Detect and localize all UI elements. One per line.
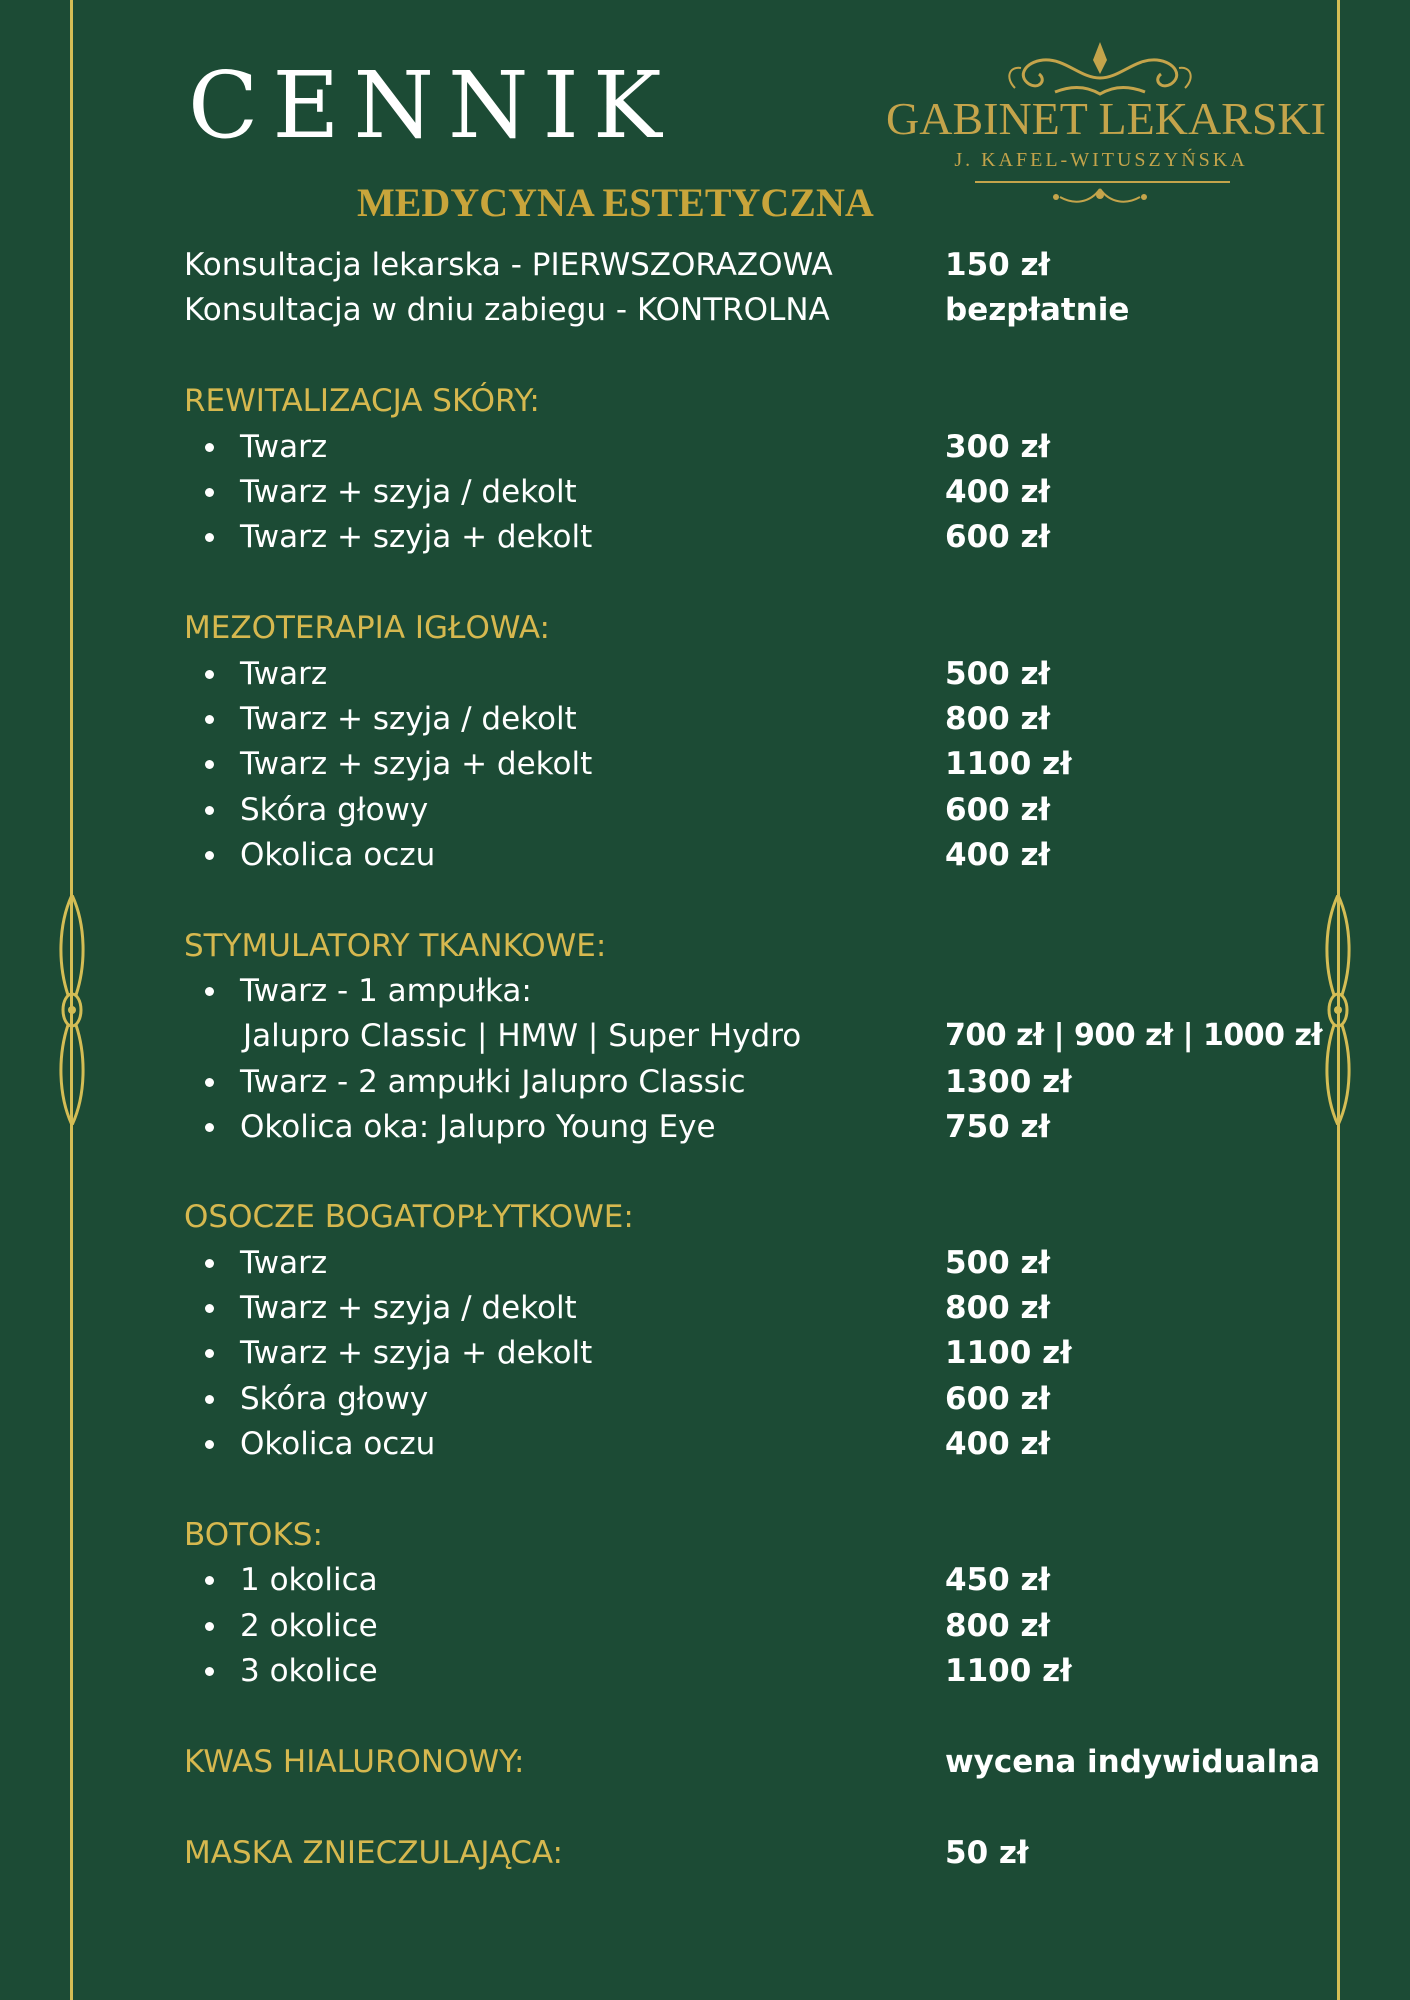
bullet-icon	[205, 488, 214, 497]
section-heading-rewitalizacja: REWITALIZACJA SKÓRY:	[184, 383, 540, 419]
consultation-first-price: 150 zł	[945, 247, 1051, 283]
mezoterapia-item-label: Skóra głowy	[240, 792, 429, 828]
logo-divider	[975, 181, 1230, 183]
rewitalizacja-item-label: Twarz + szyja + dekolt	[240, 519, 593, 555]
section-heading-kwas: KWAS HIALURONOWY:	[184, 1744, 525, 1780]
maska-price: 50 zł	[945, 1835, 1029, 1871]
mezoterapia-item-label: Twarz	[240, 656, 328, 692]
bullet-icon	[205, 1395, 214, 1404]
botoks-item-price: 800 zł	[945, 1608, 1051, 1644]
section-heading-mezoterapia: MEZOTERAPIA IGŁOWA:	[184, 610, 550, 646]
stymulatory-item-label: Twarz - 1 ampułka:	[240, 973, 532, 1009]
botoks-item-price: 450 zł	[945, 1562, 1051, 1598]
frame-ornament-left-icon	[54, 895, 90, 1125]
bullet-icon	[205, 443, 214, 452]
mezoterapia-item-label: Okolica oczu	[240, 837, 436, 873]
bullet-icon	[205, 1349, 214, 1358]
page-subtitle: MEDYCYNA ESTETYCZNA	[357, 180, 874, 225]
osocze-item-price: 400 zł	[945, 1426, 1051, 1462]
stymulatory-item-price: 1300 zł	[945, 1064, 1072, 1100]
logo-ornament-icon	[995, 38, 1205, 100]
stymulatory-item-detail: Jalupro Classic | HMW | Super Hydro	[243, 1018, 802, 1054]
frame-ornament-right-icon	[1320, 895, 1356, 1125]
bullet-icon	[205, 715, 214, 724]
mezoterapia-item-price: 400 zł	[945, 837, 1051, 873]
rewitalizacja-item-label: Twarz	[240, 429, 328, 465]
osocze-item-price: 500 zł	[945, 1245, 1051, 1281]
bullet-icon	[205, 760, 214, 769]
botoks-item-label: 3 okolice	[240, 1653, 378, 1689]
consultation-control-price: bezpłatnie	[945, 292, 1130, 328]
bullet-icon	[205, 670, 214, 679]
botoks-item-price: 1100 zł	[945, 1653, 1072, 1689]
bullet-icon	[205, 1259, 214, 1268]
section-heading-maska: MASKA ZNIECZULAJĄCA:	[184, 1835, 563, 1871]
mezoterapia-item-label: Twarz + szyja / dekolt	[240, 701, 577, 737]
rewitalizacja-item-label: Twarz + szyja / dekolt	[240, 474, 577, 510]
mezoterapia-item-price: 1100 zł	[945, 746, 1072, 782]
mezoterapia-item-label: Twarz + szyja + dekolt	[240, 746, 593, 782]
page-title: CENNIK	[188, 52, 676, 159]
consultation-first-label: Konsultacja lekarska - PIERWSZORAZOWA	[184, 247, 833, 283]
bullet-icon	[205, 1078, 214, 1087]
stymulatory-item-price: 700 zł | 900 zł | 1000 zł	[945, 1018, 1323, 1053]
rewitalizacja-item-price: 300 zł	[945, 429, 1051, 465]
mezoterapia-item-price: 800 zł	[945, 701, 1051, 737]
section-heading-osocze: OSOCZE BOGATOPŁYTKOWE:	[184, 1199, 634, 1235]
bullet-icon	[205, 851, 214, 860]
osocze-item-price: 1100 zł	[945, 1335, 1072, 1371]
logo-flourish-icon	[1050, 185, 1150, 209]
logo-name: GABINET LEKARSKI	[886, 93, 1326, 144]
osocze-item-label: Skóra głowy	[240, 1381, 429, 1417]
section-heading-stymulatory: STYMULATORY TKANKOWE:	[184, 928, 607, 964]
bullet-icon	[205, 1304, 214, 1313]
osocze-item-label: Okolica oczu	[240, 1426, 436, 1462]
logo-subtitle: J. KAFEL-WITUSZYŃSKA	[954, 149, 1248, 171]
rewitalizacja-item-price: 400 zł	[945, 474, 1051, 510]
osocze-item-label: Twarz	[240, 1245, 328, 1281]
kwas-price: wycena indywidualna	[945, 1744, 1321, 1780]
osocze-item-label: Twarz + szyja + dekolt	[240, 1335, 593, 1371]
bullet-icon	[205, 1622, 214, 1631]
osocze-item-price: 600 zł	[945, 1381, 1051, 1417]
mezoterapia-item-price: 500 zł	[945, 656, 1051, 692]
osocze-item-label: Twarz + szyja / dekolt	[240, 1290, 577, 1326]
bullet-icon	[205, 1123, 214, 1132]
rewitalizacja-item-price: 600 zł	[945, 519, 1051, 555]
mezoterapia-item-price: 600 zł	[945, 792, 1051, 828]
stymulatory-item-label: Twarz - 2 ampułki Jalupro Classic	[240, 1064, 746, 1100]
bullet-icon	[205, 1576, 214, 1585]
stymulatory-item-label: Okolica oka: Jalupro Young Eye	[240, 1109, 716, 1145]
bullet-icon	[205, 806, 214, 815]
botoks-item-label: 2 okolice	[240, 1608, 378, 1644]
bullet-icon	[205, 1440, 214, 1449]
bullet-icon	[205, 533, 214, 542]
osocze-item-price: 800 zł	[945, 1290, 1051, 1326]
stymulatory-item-price: 750 zł	[945, 1109, 1051, 1145]
botoks-item-label: 1 okolica	[240, 1562, 378, 1598]
bullet-icon	[205, 1667, 214, 1676]
consultation-control-label: Konsultacja w dniu zabiegu - KONTROLNA	[184, 292, 830, 328]
section-heading-botoks: BOTOKS:	[184, 1517, 323, 1553]
bullet-icon	[205, 987, 214, 996]
